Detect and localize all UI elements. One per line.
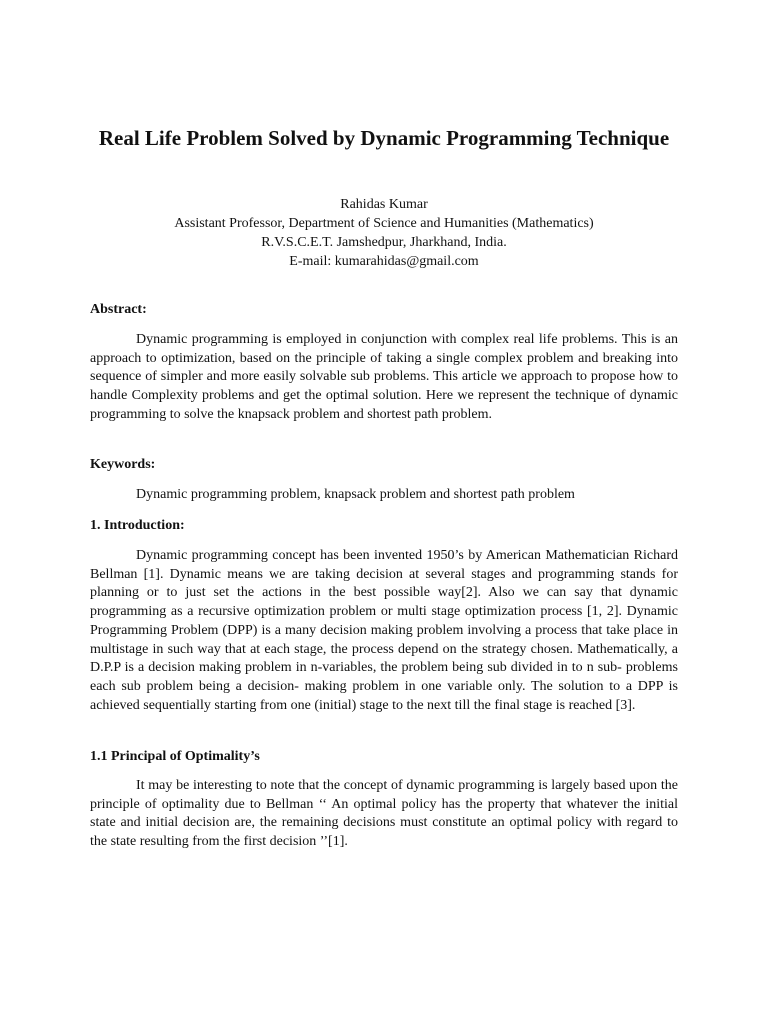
optimality-text: It may be interesting to note that the concept of dynamic programming is largely based upon the principle of optimality due to Bellman ‘‘ An optimal policy has the property that whatever the initial state and initial decision are, the remaining decisions must constitute an optimal policy with regard to the state resulting from the first decision ’’[1]. [90, 778, 678, 850]
keywords-text: Dynamic programming problem, knapsack problem and shortest path problem [136, 487, 575, 502]
keywords-heading: Keywords: [90, 457, 156, 472]
author-email: E-mail: kumarahidas@gmail.com [289, 254, 479, 269]
author-block [90, 195, 678, 271]
author-affiliation: Assistant Professor, Department of Science and Humanities (Mathematics) [174, 216, 594, 231]
author-institution: R.V.S.C.E.T. Jamshedpur, Jharkhand, India. [261, 235, 507, 250]
introduction-heading: 1. Introduction: [90, 518, 185, 533]
paper-title: Real Life Problem Solved by Dynamic Programming Technique [98, 126, 670, 150]
abstract-text: Dynamic programming is employed in conjunction with complex real life problems. This is an approach to optimization, based on the principle of taking a single complex problem and breaking into sequence of simpler and more easily solvable sub problems. This article we approach to propose how to handle Complexity problems and get the optimal solution. Here we represent the technique of dynamic programming to solve the knapsack problem and shortest path problem. [90, 332, 678, 422]
author-name: Rahidas Kumar [340, 197, 428, 212]
optimality-heading: 1.1 Principal of Optimality’s [90, 749, 260, 764]
abstract-heading: Abstract: [90, 302, 147, 317]
introduction-text: Dynamic programming concept has been invented 1950’s by American Mathematician Richard Bellman [1]. Dynamic means we are taking decision at several stages and programming stands for planning or to just set the actions in the best possible way[2]. Also we can say that dynamic programming as a recursive optimization problem or multi stage optimization process [1, 2]. Dynamic Programming Problem (DPP) is a many decision making problem involving a process that take place in multistage in such way that at each stage, the process depend on the strategy chosen. Mathematically, a D.P.P is a decision making problem in n-variables, the problem being sub divided in to n sub- problems each sub problem being a decision- making problem in one variable only. The solution to a DPP is achieved sequentially starting from one (initial) stage to the next till the final stage is reached [3]. [90, 548, 678, 713]
